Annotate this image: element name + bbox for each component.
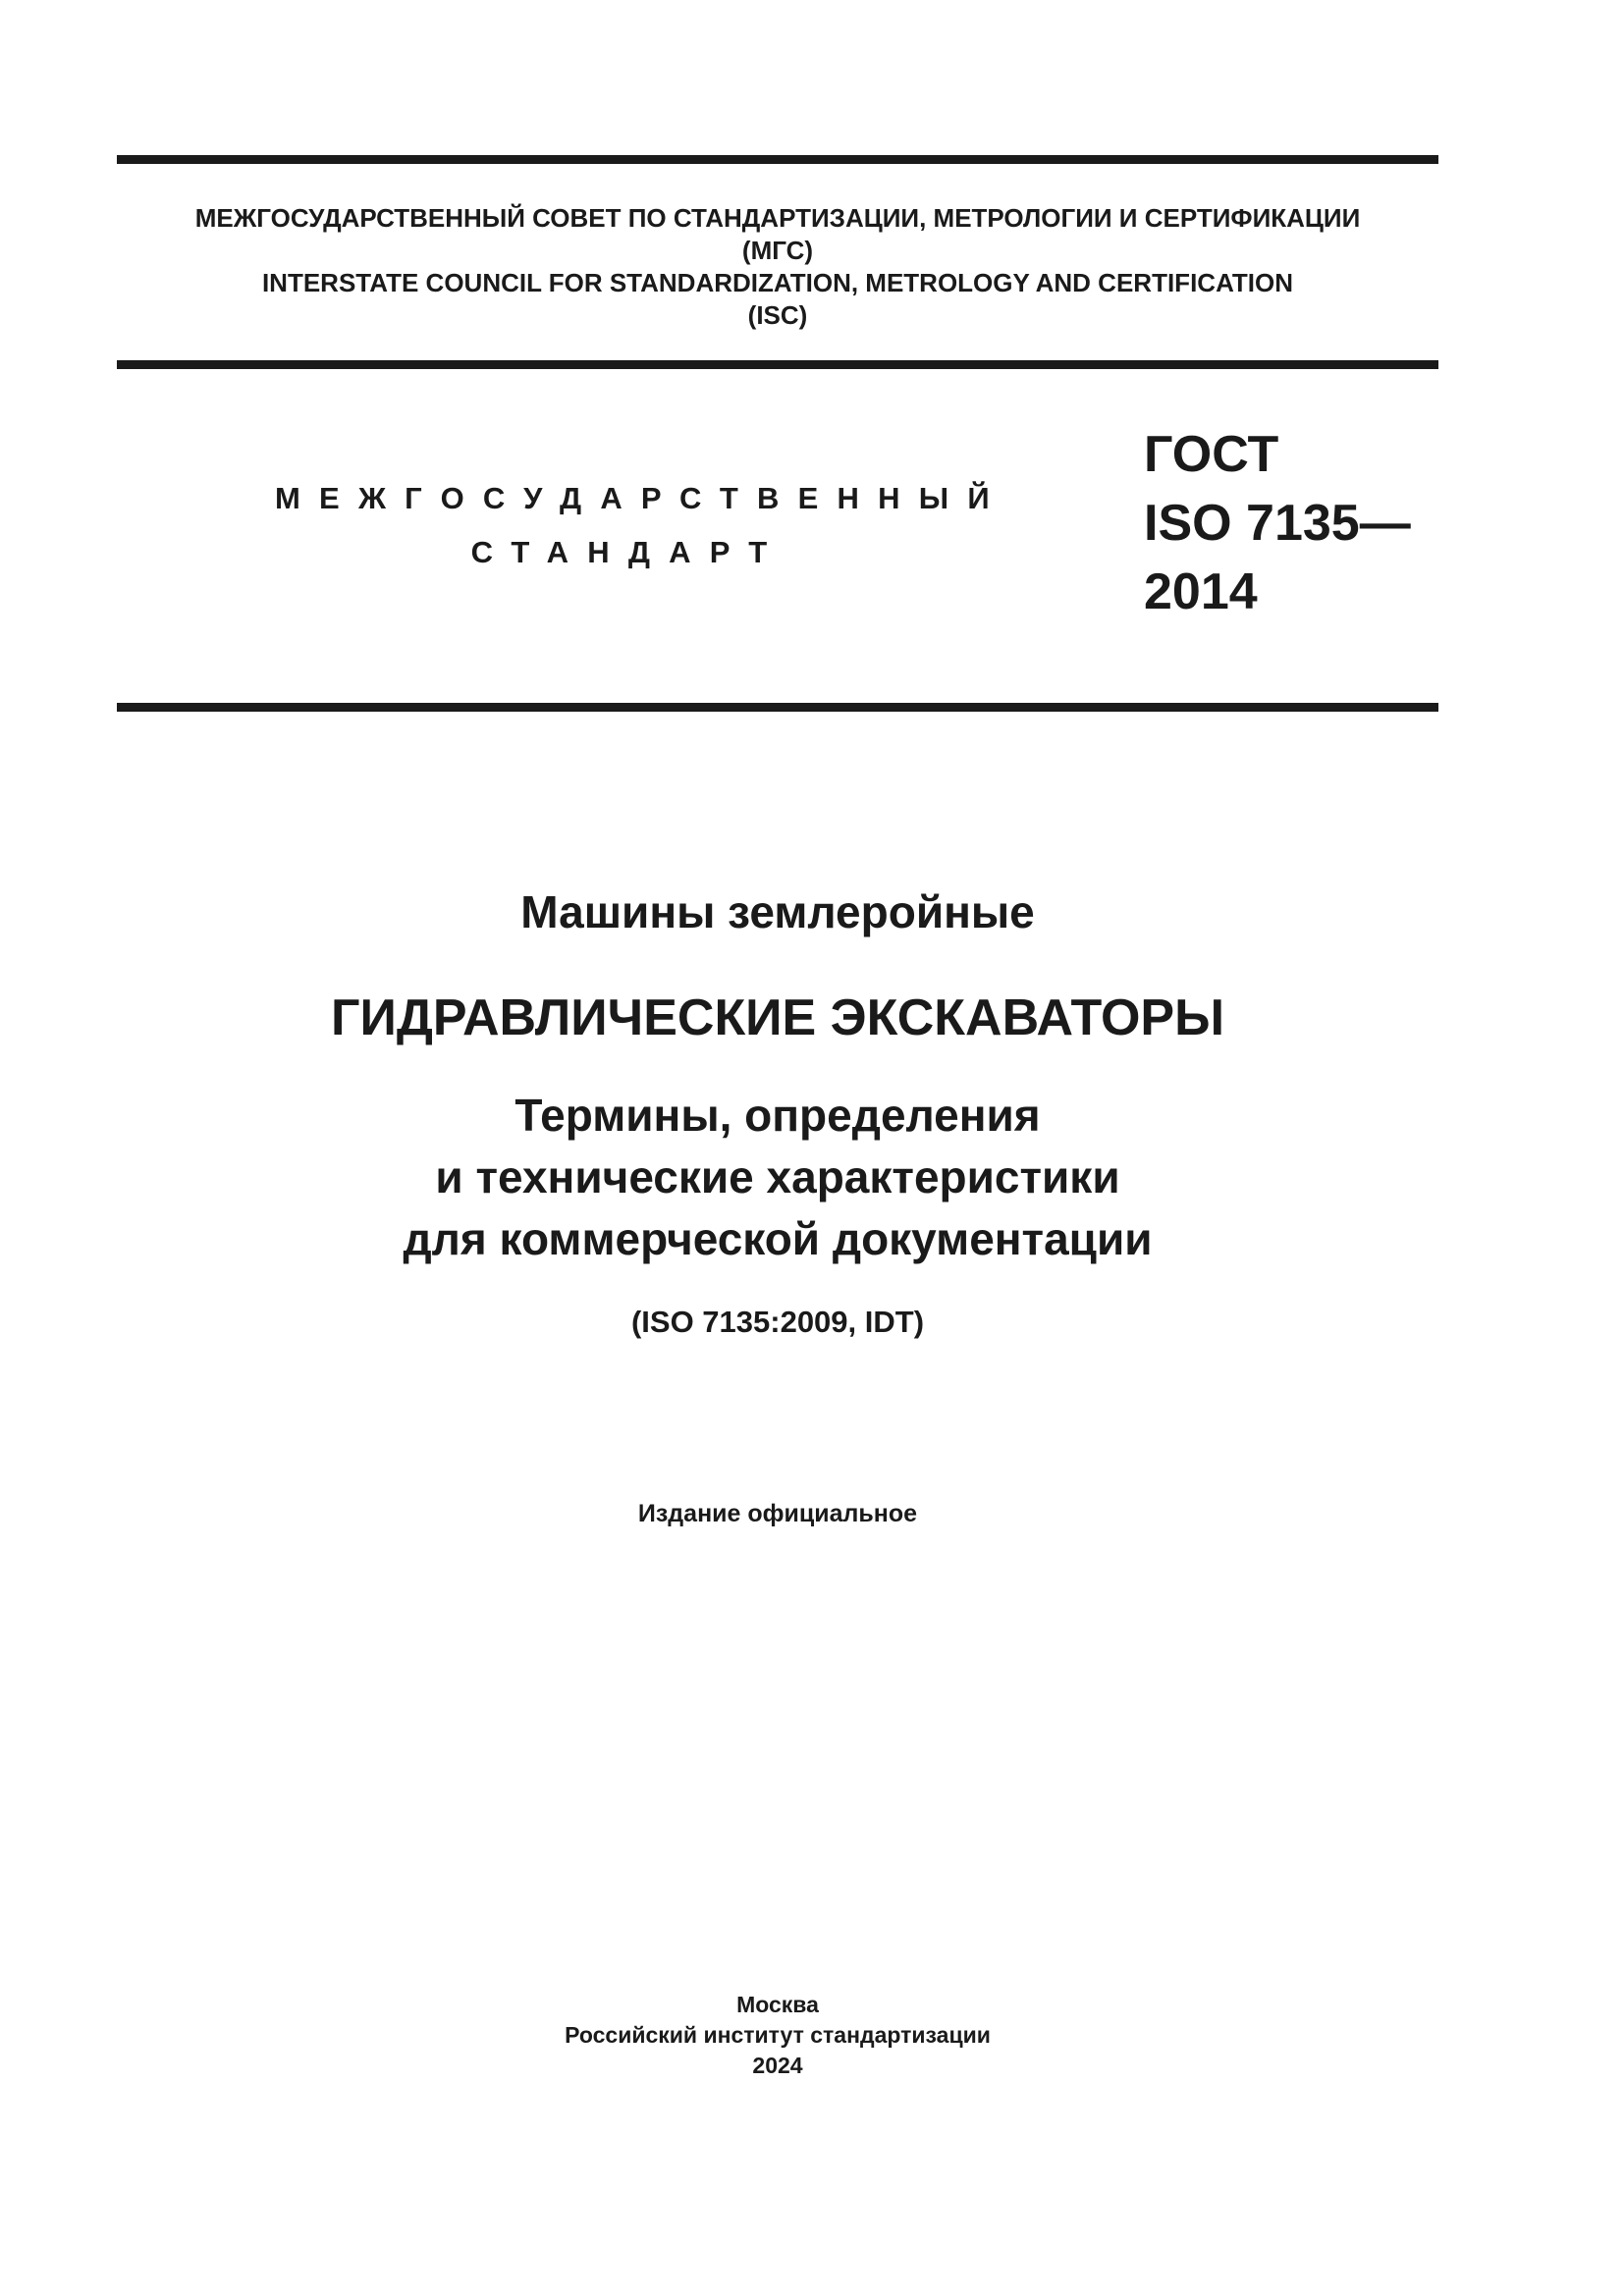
top-rule [117,155,1438,164]
subtitle-line-3: для коммерческой документации [403,1213,1153,1264]
imprint-year: 2024 [752,2053,803,2078]
designation-bottom-rule [117,703,1438,712]
standard-type [275,471,1008,579]
subtitle-line-2: и технические характеристики [435,1151,1120,1202]
standard-type-line-2: СТАНДАРТ [470,535,786,569]
imprint-city: Москва [736,1992,819,2017]
document-subject: Машины землеройные [520,886,1035,937]
imprint [117,1990,1438,2081]
header-bottom-rule [117,360,1438,369]
document-main-title: ГИДРАВЛИЧЕСКИЕ ЭКСКАВАТОРЫ [330,989,1225,1046]
standard-type-line-1: МЕЖГОСУДАРСТВЕННЫЙ [275,481,1008,515]
council-abbr-ru: (МГС) [741,236,814,265]
iso-reference: (ISO 7135:2009, IDT) [630,1305,925,1339]
council-name-en: INTERSTATE COUNCIL FOR STANDARDIZATION, METROLOGY AND CERTIFICATION [261,268,1294,297]
designation-line-2: ISO 7135— [1144,495,1411,552]
standard-designation [1144,420,1411,626]
imprint-publisher: Российский институт стандартизации [565,2022,991,2048]
council-header [117,202,1438,332]
subtitle-line-1: Термины, определения [514,1090,1041,1141]
council-name-ru: МЕЖГОСУДАРСТВЕННЫЙ СОВЕТ ПО СТАНДАРТИЗАЦИИ, МЕТРОЛОГИИ И СЕРТИФИКАЦИИ [194,203,1361,233]
council-abbr-en: (ISC) [747,300,808,330]
designation-line-1: ГОСТ [1144,426,1279,483]
document-subtitle [117,1085,1438,1270]
edition-note: Издание официальное [637,1500,918,1527]
designation-line-3: 2014 [1144,563,1258,620]
